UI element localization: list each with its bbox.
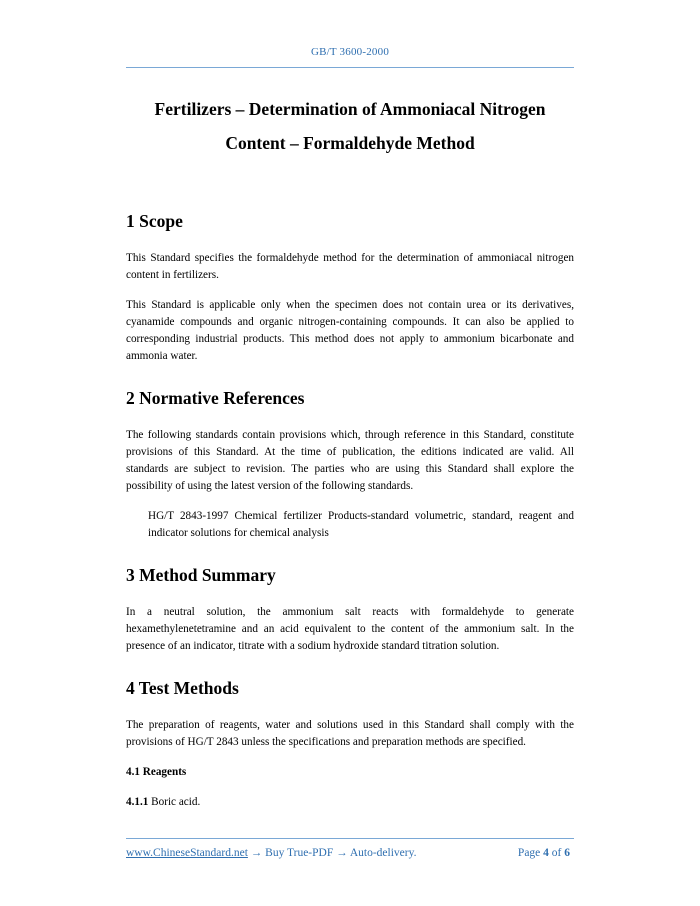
- page-label: Page: [517, 847, 541, 859]
- section-heading-scope: 1 Scope: [126, 211, 183, 231]
- subsection-heading-reagents: 4.1 Reagents: [126, 766, 187, 778]
- title-line-1: Fertilizers – Determination of Ammoniacal Nitrogen: [154, 99, 546, 119]
- scope-paragraph-1: This Standard specifies the formaldehyde method for the determination of ammoniacal nitrogen content in fertilizers.: [126, 252, 574, 281]
- standard-code-header: GB/T 3600-2000: [310, 46, 390, 58]
- page-number-indicator: [518, 847, 570, 859]
- footer-divider: [126, 838, 574, 839]
- reagent-item-text: Boric acid.: [151, 796, 201, 808]
- page-total: 6: [564, 847, 570, 859]
- page-footer: [126, 847, 574, 859]
- test-methods-paragraph-1: The preparation of reagents, water and solutions used in this Standard shall comply with the provisions of HG/T 2843 unless the specifications and preparation methods are specified.: [126, 719, 574, 748]
- page-current: 4: [543, 847, 549, 859]
- page-of-label: of: [551, 847, 562, 859]
- scope-paragraph-2: This Standard is applicable only when the specimen does not contain urea or its derivatives, cyanamide compounds and organic nitrogen-containing compounds. It can also be applied to corresponding industrial products. This method does not apply to ammonium bicarbonate and ammonia water.: [126, 299, 574, 362]
- section-heading-normative-references: 2 Normative References: [126, 388, 305, 408]
- header-divider: [126, 67, 574, 68]
- normative-reference-item: HG/T 2843-1997 Chemical fertilizer Products-standard volumetric, standard, reagent and indicator solutions for chemical analysis: [148, 510, 574, 539]
- footer-purchase-text: → Buy True-PDF → Auto-delivery.: [247, 847, 417, 859]
- section-heading-method-summary: 3 Method Summary: [126, 565, 276, 585]
- title-line-2: Content – Formaldehyde Method: [225, 133, 475, 153]
- chinese-standard-link[interactable]: www.ChineseStandard.net: [126, 847, 248, 859]
- document-body: [126, 208, 574, 811]
- reagent-item-4-1-1: [126, 794, 574, 811]
- summary-paragraph-1: In a neutral solution, the ammonium salt reacts with formaldehyde to generate hexamethylenetetramine and an acid equivalent to the content of the ammonium salt. In the presence of an indicator, titrate with a sodium hydroxide standard titration solution.: [126, 606, 574, 652]
- reagent-item-number: 4.1.1: [126, 796, 149, 808]
- normative-paragraph-1: The following standards contain provisions which, through reference in this Standard, constitute provisions of this Standard. At the time of publication, the editions indicated are valid. All standards are subject to revision. The parties who are using this Standard shall explore the possibility of using the latest version of the following standards.: [126, 429, 574, 492]
- section-heading-test-methods: 4 Test Methods: [126, 678, 239, 698]
- document-title: [100, 92, 600, 160]
